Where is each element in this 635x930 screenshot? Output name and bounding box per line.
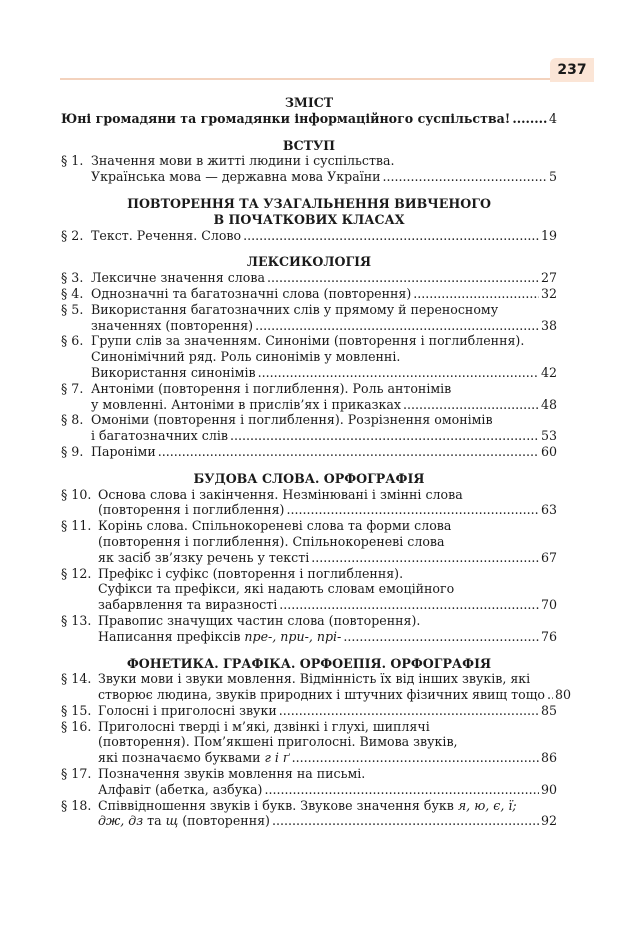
entry-text: Групи слів за значенням. Синоніми (повторення і поглиблення).	[91, 333, 525, 349]
entry-number: § 17.	[61, 766, 92, 782]
page-number: 237	[550, 58, 594, 82]
section-heading: ПОВТОРЕННЯ ТА УЗАГАЛЬНЕННЯ ВИВЧЕНОГО	[127, 195, 491, 211]
leader-dots	[255, 318, 539, 334]
entry-text: Синонімічний ряд. Роль синонімів у мовленні.	[91, 349, 401, 365]
section-heading: ФОНЕТИКА. ГРАФІКА. ОРФОЕПІЯ. ОРФОГРАФІЯ	[126, 655, 492, 671]
entry-text-part: Співвідношення звуків і букв. Звукове значення букв	[98, 797, 458, 813]
toc-entry[interactable]	[61, 719, 557, 766]
section-heading: ЛЕКСИКОЛОГІЯ	[246, 254, 372, 270]
entry-text: Значення мови в житті людини і суспільства.	[91, 153, 395, 169]
entry-text: Однозначні та багатозначні слова (повторення)	[91, 285, 412, 301]
entry-text-italic: щ	[165, 813, 179, 829]
entry-page: 90	[540, 781, 557, 797]
entry-text-part: та	[143, 813, 166, 829]
entry-text: Суфікси та префікси, які надають словам емоційного	[98, 581, 455, 597]
section-heading: В ПОЧАТКОВИХ КЛАСАХ	[213, 211, 405, 227]
leader-dots	[267, 270, 539, 286]
entry-text: Використання багатозначних слів у прямому й переносному	[91, 301, 499, 317]
leader-dots	[547, 687, 553, 703]
toc-entry[interactable]	[61, 333, 557, 380]
entry-number: § 12.	[61, 565, 92, 581]
toc-entry[interactable]	[61, 228, 557, 244]
leader-dots	[413, 286, 539, 302]
entry-page: 4	[548, 110, 557, 126]
entry-number: § 16.	[61, 718, 92, 734]
entry-number: § 4.	[61, 285, 84, 301]
header-rule	[60, 78, 550, 80]
leader-dots	[292, 750, 539, 766]
entry-number: § 11.	[61, 518, 92, 534]
entry-text-part: (повторення)	[178, 813, 270, 829]
leader-dots	[258, 365, 539, 381]
entry-text: Голосні і приголосні звуки	[98, 702, 277, 718]
leader-dots	[383, 169, 547, 185]
entry-number: § 10.	[61, 486, 92, 502]
entry-page: 53	[540, 428, 557, 444]
entry-text: Текст. Речення. Слово	[91, 227, 242, 243]
entry-text-italic: пре-, при-, прі-	[244, 628, 342, 644]
entry-number: § 5.	[61, 301, 84, 317]
entry-text	[98, 629, 341, 645]
leader-dots	[403, 397, 539, 413]
leader-dots	[343, 629, 539, 645]
entry-text	[98, 798, 517, 814]
entry-text: забарвлення та виразності	[98, 597, 278, 613]
leader-dots	[158, 444, 539, 460]
entry-page: 85	[540, 702, 557, 718]
entry-text: Правопис значущих частин слова (повторення).	[98, 612, 421, 628]
section-heading: БУДОВА СЛОВА. ОРФОГРАФІЯ	[193, 470, 425, 486]
toc-entry[interactable]	[61, 286, 557, 302]
entry-text: Позначення звуків мовлення на письмі.	[98, 766, 366, 782]
entry-text: Омоніми (повторення і поглиблення). Розрізнення омонімів	[91, 412, 493, 428]
leader-dots	[286, 502, 539, 518]
toc-entry[interactable]	[61, 613, 557, 645]
entry-text-italic: г і ґ	[264, 750, 290, 766]
leader-dots	[279, 597, 539, 613]
entry-number: § 2.	[61, 227, 84, 243]
toc-entry[interactable]	[61, 766, 557, 798]
entry-number: § 8.	[61, 412, 84, 428]
entry-page: 70	[540, 597, 557, 613]
entry-text: (повторення). Пом’якшені приголосні. Вимова звуків,	[98, 734, 458, 750]
table-of-contents	[61, 95, 572, 829]
entry-text: (повторення і поглиблення). Спільнокореневі слова	[98, 533, 445, 549]
entry-number: § 18.	[61, 797, 92, 813]
entry-page: 80	[554, 687, 572, 703]
toc-entry[interactable]	[61, 671, 572, 703]
entry-text: Використання синонімів	[91, 364, 256, 380]
toc-entry[interactable]	[61, 487, 557, 519]
toc-entry[interactable]	[61, 798, 557, 830]
entry-text: і багатозначних слів	[91, 428, 228, 444]
entry-text-italic: дж, дз	[98, 813, 144, 829]
entry-text: Юні громадяни та громадянки інформаційного суспільства!	[61, 110, 511, 126]
entry-text: у мовленні. Антоніми в прислів’ях і приказках	[91, 396, 402, 412]
leader-dots	[230, 428, 539, 444]
toc-title: ЗМІСТ	[284, 95, 334, 110]
toc-entry[interactable]	[61, 381, 557, 413]
entry-text: створює людина, звуків природних і штучних фізичних явищ тощо	[98, 687, 545, 703]
toc-entry[interactable]	[61, 412, 557, 444]
entry-page: 38	[540, 317, 557, 333]
entry-text: Звуки мови і звуки мовлення. Відмінність їх від інших звуків, які	[98, 671, 531, 687]
entry-page: 48	[540, 396, 557, 412]
entry-text	[98, 750, 290, 766]
toc-entry[interactable]	[61, 270, 557, 286]
entry-page: 60	[540, 443, 557, 459]
entry-text: як засіб зв’язку речень у тексті	[98, 549, 310, 565]
leader-dots	[243, 228, 539, 244]
entry-number: § 15.	[61, 702, 92, 718]
entry-page: 32	[540, 285, 557, 301]
entry-text: Приголосні тверді і м’які, дзвінкі і глухі, шиплячі	[98, 718, 430, 734]
entry-text: Префікс і суфікс (повторення і поглиблення).	[98, 565, 404, 581]
entry-text: (повторення і поглиблення)	[98, 502, 285, 518]
entry-page: 63	[540, 502, 557, 518]
entry-number: § 1.	[61, 153, 84, 169]
entry-page: 92	[540, 813, 557, 829]
section-heading: ВСТУП	[282, 137, 336, 153]
toc-entry[interactable]	[61, 518, 557, 565]
entry-page: 86	[540, 750, 557, 766]
entry-number: § 7.	[61, 380, 84, 396]
entry-page: 67	[540, 549, 557, 565]
entry-number: § 13.	[61, 612, 92, 628]
toc-entry[interactable]	[61, 566, 557, 613]
toc-entry[interactable]	[61, 444, 557, 460]
entry-text: Антоніми (повторення і поглиблення). Роль антонімів	[91, 380, 452, 396]
entry-text-part: Написання префіксів	[98, 628, 245, 644]
entry-page: 42	[540, 364, 557, 380]
leader-dots	[279, 703, 539, 719]
entry-text: Алфавіт (абетка, азбука)	[98, 781, 263, 797]
toc-entry[interactable]	[61, 703, 557, 719]
entry-number: § 9.	[61, 443, 84, 459]
toc-entry[interactable]	[61, 302, 557, 334]
entry-number: § 6.	[61, 333, 84, 349]
entry-page: 76	[540, 628, 557, 644]
leader-dots	[264, 782, 539, 798]
entry-page: 5	[548, 169, 557, 185]
entry-number: § 3.	[61, 270, 84, 286]
leader-dots	[311, 550, 539, 566]
entry-text: Пароніми	[91, 443, 156, 459]
entry-text: Основа слова і закінчення. Незмінювані і змінні слова	[98, 486, 463, 502]
entry-text-part: які позначаємо буквами	[98, 750, 265, 766]
toc-entry[interactable]	[61, 153, 557, 185]
entry-text: Лексичне значення слова	[91, 270, 265, 286]
toc-entry-intro[interactable]	[61, 111, 557, 127]
entry-text-italic: я, ю, є, ї;	[457, 797, 517, 813]
entry-page: 19	[540, 227, 557, 243]
entry-text: Українська мова — державна мова України	[91, 169, 381, 185]
entry-text	[98, 813, 270, 829]
entry-number: § 14.	[61, 671, 92, 687]
entry-text: Корінь слова. Спільнокореневі слова та форми слова	[98, 518, 452, 534]
entry-page: 27	[540, 270, 557, 286]
leader-dots	[512, 111, 547, 127]
leader-dots	[272, 813, 539, 829]
entry-text: значеннях (повторення)	[91, 317, 254, 333]
